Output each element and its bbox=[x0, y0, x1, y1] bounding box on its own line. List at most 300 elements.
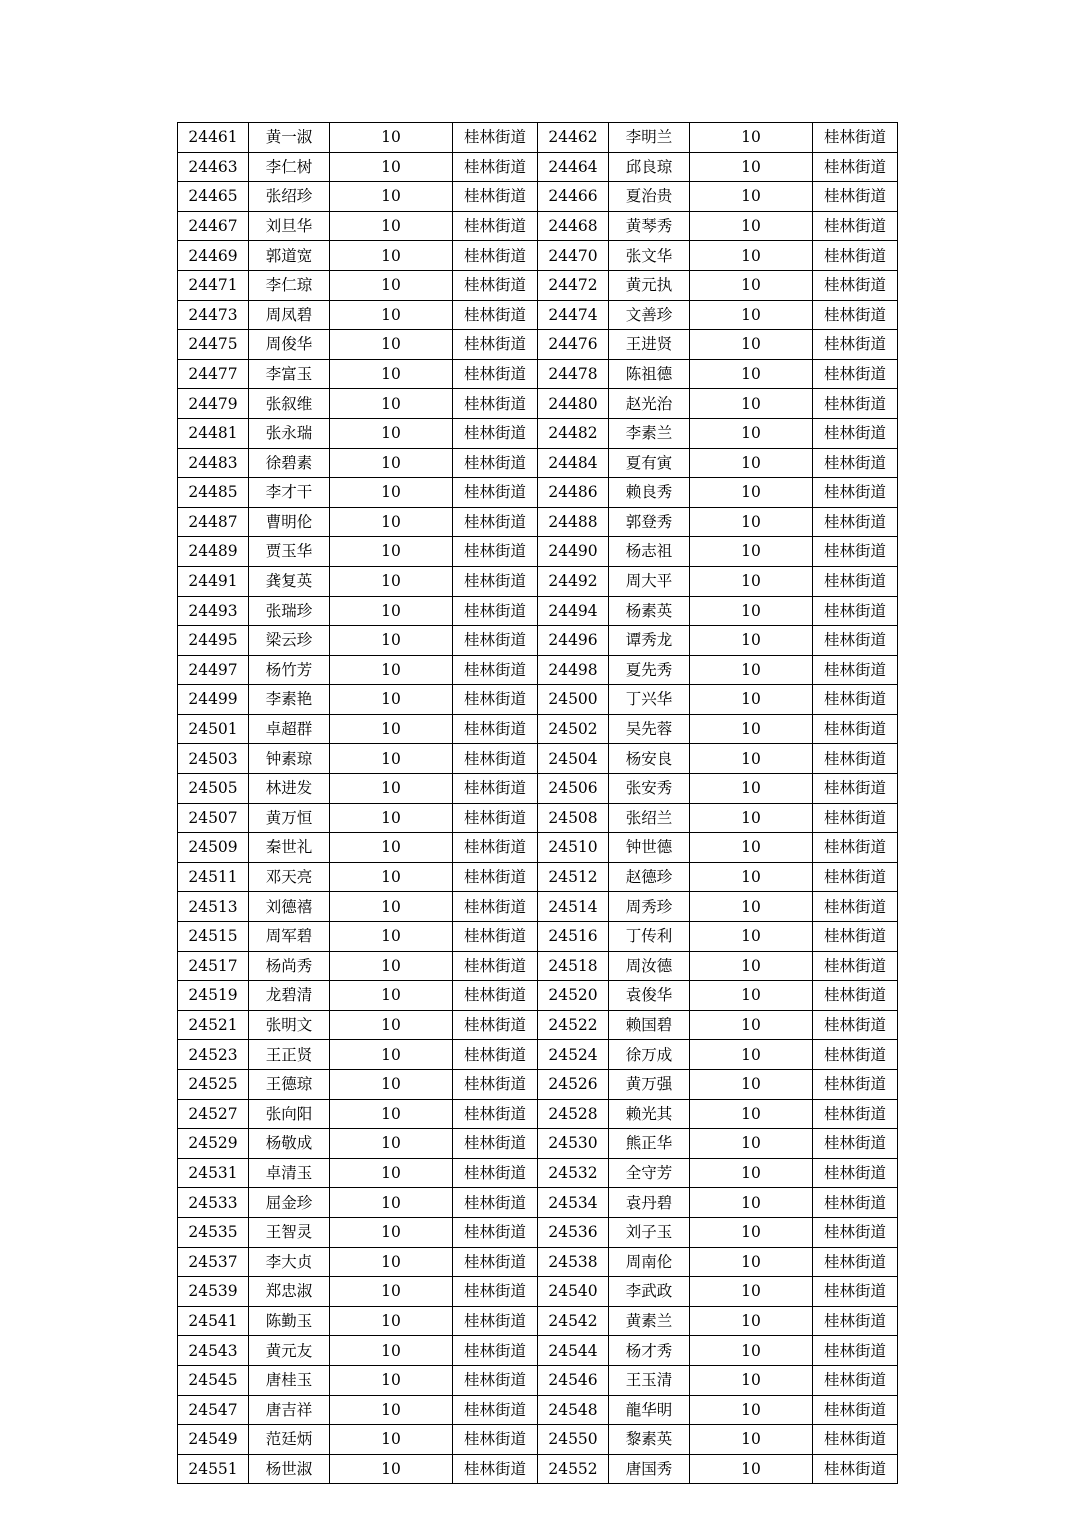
cell-amount: 10 bbox=[690, 211, 813, 241]
cell-amount: 10 bbox=[690, 922, 813, 952]
cell-id: 24464 bbox=[538, 152, 609, 182]
cell-amount: 10 bbox=[330, 359, 453, 389]
cell-name: 文善珍 bbox=[609, 300, 690, 330]
cell-id: 24466 bbox=[538, 182, 609, 212]
cell-area: 桂林街道 bbox=[813, 389, 898, 419]
cell-id: 24552 bbox=[538, 1454, 609, 1484]
cell-amount: 10 bbox=[330, 389, 453, 419]
table-row bbox=[178, 685, 898, 715]
table-row bbox=[178, 1425, 898, 1455]
table-row bbox=[178, 1336, 898, 1366]
cell-area: 桂林街道 bbox=[453, 1247, 538, 1277]
cell-area: 桂林街道 bbox=[813, 507, 898, 537]
cell-amount: 10 bbox=[690, 330, 813, 360]
cell-amount: 10 bbox=[690, 1040, 813, 1070]
cell-amount: 10 bbox=[690, 1365, 813, 1395]
cell-area: 桂林街道 bbox=[813, 774, 898, 804]
cell-area: 桂林街道 bbox=[453, 803, 538, 833]
cell-amount: 10 bbox=[330, 1306, 453, 1336]
cell-name: 贾玉华 bbox=[249, 537, 330, 567]
cell-name: 郑忠淑 bbox=[249, 1277, 330, 1307]
cell-name: 周秀珍 bbox=[609, 892, 690, 922]
cell-area: 桂林街道 bbox=[813, 211, 898, 241]
cell-name: 王德琼 bbox=[249, 1070, 330, 1100]
cell-area: 桂林街道 bbox=[813, 626, 898, 656]
cell-area: 桂林街道 bbox=[813, 1188, 898, 1218]
cell-name: 谭秀龙 bbox=[609, 626, 690, 656]
cell-id: 24470 bbox=[538, 241, 609, 271]
cell-amount: 10 bbox=[690, 300, 813, 330]
table-row bbox=[178, 1277, 898, 1307]
cell-area: 桂林街道 bbox=[453, 922, 538, 952]
cell-area: 桂林街道 bbox=[453, 1277, 538, 1307]
cell-amount: 10 bbox=[690, 1277, 813, 1307]
table-row bbox=[178, 1247, 898, 1277]
cell-amount: 10 bbox=[330, 211, 453, 241]
cell-id: 24511 bbox=[178, 862, 249, 892]
cell-area: 桂林街道 bbox=[453, 448, 538, 478]
cell-area: 桂林街道 bbox=[813, 833, 898, 863]
cell-amount: 10 bbox=[690, 1425, 813, 1455]
table-row bbox=[178, 1099, 898, 1129]
cell-area: 桂林街道 bbox=[813, 803, 898, 833]
cell-area: 桂林街道 bbox=[453, 300, 538, 330]
cell-amount: 10 bbox=[330, 744, 453, 774]
cell-name: 卓超群 bbox=[249, 714, 330, 744]
cell-area: 桂林街道 bbox=[453, 1040, 538, 1070]
table-row bbox=[178, 714, 898, 744]
cell-amount: 10 bbox=[330, 507, 453, 537]
cell-amount: 10 bbox=[330, 1365, 453, 1395]
cell-amount: 10 bbox=[690, 359, 813, 389]
cell-id: 24491 bbox=[178, 566, 249, 596]
cell-amount: 10 bbox=[330, 330, 453, 360]
cell-area: 桂林街道 bbox=[813, 1277, 898, 1307]
cell-area: 桂林街道 bbox=[453, 1454, 538, 1484]
cell-amount: 10 bbox=[690, 123, 813, 153]
cell-area: 桂林街道 bbox=[453, 1336, 538, 1366]
cell-name: 黄素兰 bbox=[609, 1306, 690, 1336]
cell-area: 桂林街道 bbox=[813, 1040, 898, 1070]
cell-name: 黄琴秀 bbox=[609, 211, 690, 241]
cell-id: 24496 bbox=[538, 626, 609, 656]
cell-id: 24529 bbox=[178, 1129, 249, 1159]
cell-name: 赖良秀 bbox=[609, 478, 690, 508]
cell-area: 桂林街道 bbox=[813, 1365, 898, 1395]
cell-name: 郭登秀 bbox=[609, 507, 690, 537]
cell-name: 龍华明 bbox=[609, 1395, 690, 1425]
cell-area: 桂林街道 bbox=[453, 152, 538, 182]
table-row bbox=[178, 596, 898, 626]
cell-name: 赖光其 bbox=[609, 1099, 690, 1129]
cell-area: 桂林街道 bbox=[453, 951, 538, 981]
cell-area: 桂林街道 bbox=[453, 389, 538, 419]
cell-id: 24485 bbox=[178, 478, 249, 508]
cell-area: 桂林街道 bbox=[813, 418, 898, 448]
cell-amount: 10 bbox=[690, 655, 813, 685]
cell-name: 张安秀 bbox=[609, 774, 690, 804]
cell-amount: 10 bbox=[690, 803, 813, 833]
cell-id: 24516 bbox=[538, 922, 609, 952]
cell-id: 24481 bbox=[178, 418, 249, 448]
cell-name: 陈勤玉 bbox=[249, 1306, 330, 1336]
cell-amount: 10 bbox=[690, 1395, 813, 1425]
cell-area: 桂林街道 bbox=[813, 330, 898, 360]
cell-area: 桂林街道 bbox=[453, 862, 538, 892]
cell-area: 桂林街道 bbox=[813, 300, 898, 330]
cell-area: 桂林街道 bbox=[453, 774, 538, 804]
cell-id: 24534 bbox=[538, 1188, 609, 1218]
cell-id: 24461 bbox=[178, 123, 249, 153]
cell-amount: 10 bbox=[690, 182, 813, 212]
cell-id: 24514 bbox=[538, 892, 609, 922]
cell-amount: 10 bbox=[330, 1336, 453, 1366]
cell-area: 桂林街道 bbox=[813, 685, 898, 715]
cell-area: 桂林街道 bbox=[453, 1365, 538, 1395]
cell-amount: 10 bbox=[690, 389, 813, 419]
cell-area: 桂林街道 bbox=[453, 182, 538, 212]
cell-id: 24535 bbox=[178, 1217, 249, 1247]
cell-area: 桂林街道 bbox=[453, 1099, 538, 1129]
cell-name: 张向阳 bbox=[249, 1099, 330, 1129]
table-row bbox=[178, 507, 898, 537]
cell-name: 刘子玉 bbox=[609, 1217, 690, 1247]
cell-amount: 10 bbox=[330, 152, 453, 182]
cell-amount: 10 bbox=[690, 951, 813, 981]
cell-area: 桂林街道 bbox=[813, 1099, 898, 1129]
cell-name: 黄万强 bbox=[609, 1070, 690, 1100]
table-row bbox=[178, 1040, 898, 1070]
cell-name: 龚复英 bbox=[249, 566, 330, 596]
cell-area: 桂林街道 bbox=[813, 1129, 898, 1159]
cell-id: 24527 bbox=[178, 1099, 249, 1129]
cell-area: 桂林街道 bbox=[813, 270, 898, 300]
table-row bbox=[178, 744, 898, 774]
cell-amount: 10 bbox=[330, 448, 453, 478]
cell-amount: 10 bbox=[690, 714, 813, 744]
cell-amount: 10 bbox=[690, 1188, 813, 1218]
cell-name: 郭道宽 bbox=[249, 241, 330, 271]
table-row bbox=[178, 1070, 898, 1100]
cell-id: 24525 bbox=[178, 1070, 249, 1100]
table-row bbox=[178, 152, 898, 182]
cell-id: 24524 bbox=[538, 1040, 609, 1070]
cell-id: 24500 bbox=[538, 685, 609, 715]
cell-area: 桂林街道 bbox=[453, 655, 538, 685]
cell-amount: 10 bbox=[330, 1277, 453, 1307]
cell-name: 李明兰 bbox=[609, 123, 690, 153]
cell-id: 24462 bbox=[538, 123, 609, 153]
cell-amount: 10 bbox=[690, 685, 813, 715]
cell-name: 王进贤 bbox=[609, 330, 690, 360]
cell-name: 李才干 bbox=[249, 478, 330, 508]
cell-area: 桂林街道 bbox=[453, 507, 538, 537]
cell-area: 桂林街道 bbox=[453, 566, 538, 596]
cell-name: 熊正华 bbox=[609, 1129, 690, 1159]
table-row bbox=[178, 1395, 898, 1425]
table-row bbox=[178, 241, 898, 271]
cell-area: 桂林街道 bbox=[453, 892, 538, 922]
table-row bbox=[178, 123, 898, 153]
cell-name: 李仁琼 bbox=[249, 270, 330, 300]
cell-name: 李富玉 bbox=[249, 359, 330, 389]
cell-area: 桂林街道 bbox=[453, 478, 538, 508]
cell-id: 24476 bbox=[538, 330, 609, 360]
cell-id: 24504 bbox=[538, 744, 609, 774]
cell-id: 24542 bbox=[538, 1306, 609, 1336]
cell-name: 周军碧 bbox=[249, 922, 330, 952]
cell-id: 24505 bbox=[178, 774, 249, 804]
cell-amount: 10 bbox=[330, 922, 453, 952]
cell-id: 24530 bbox=[538, 1129, 609, 1159]
cell-id: 24551 bbox=[178, 1454, 249, 1484]
cell-id: 24471 bbox=[178, 270, 249, 300]
cell-name: 袁俊华 bbox=[609, 981, 690, 1011]
cell-area: 桂林街道 bbox=[813, 359, 898, 389]
cell-amount: 10 bbox=[690, 1158, 813, 1188]
cell-area: 桂林街道 bbox=[453, 833, 538, 863]
cell-name: 杨竹芳 bbox=[249, 655, 330, 685]
table-row bbox=[178, 300, 898, 330]
cell-name: 屈金珍 bbox=[249, 1188, 330, 1218]
cell-id: 24520 bbox=[538, 981, 609, 1011]
cell-amount: 10 bbox=[330, 1217, 453, 1247]
cell-amount: 10 bbox=[330, 774, 453, 804]
cell-id: 24544 bbox=[538, 1336, 609, 1366]
cell-amount: 10 bbox=[330, 1395, 453, 1425]
cell-name: 曹明伦 bbox=[249, 507, 330, 537]
cell-id: 24475 bbox=[178, 330, 249, 360]
cell-area: 桂林街道 bbox=[813, 1010, 898, 1040]
cell-area: 桂林街道 bbox=[453, 537, 538, 567]
cell-id: 24503 bbox=[178, 744, 249, 774]
cell-amount: 10 bbox=[330, 714, 453, 744]
cell-amount: 10 bbox=[330, 1247, 453, 1277]
cell-area: 桂林街道 bbox=[813, 714, 898, 744]
cell-area: 桂林街道 bbox=[453, 1010, 538, 1040]
cell-name: 吴先蓉 bbox=[609, 714, 690, 744]
cell-amount: 10 bbox=[330, 241, 453, 271]
cell-name: 赵德珍 bbox=[609, 862, 690, 892]
cell-name: 王正贤 bbox=[249, 1040, 330, 1070]
cell-name: 钟素琼 bbox=[249, 744, 330, 774]
roster-table-body bbox=[178, 123, 898, 1484]
cell-name: 徐万成 bbox=[609, 1040, 690, 1070]
cell-name: 张瑞珍 bbox=[249, 596, 330, 626]
cell-name: 周凤碧 bbox=[249, 300, 330, 330]
cell-id: 24547 bbox=[178, 1395, 249, 1425]
cell-id: 24468 bbox=[538, 211, 609, 241]
table-row bbox=[178, 951, 898, 981]
cell-name: 唐国秀 bbox=[609, 1454, 690, 1484]
cell-area: 桂林街道 bbox=[813, 951, 898, 981]
table-row bbox=[178, 626, 898, 656]
table-row bbox=[178, 478, 898, 508]
table-row bbox=[178, 330, 898, 360]
cell-id: 24493 bbox=[178, 596, 249, 626]
cell-amount: 10 bbox=[690, 833, 813, 863]
cell-id: 24523 bbox=[178, 1040, 249, 1070]
cell-name: 杨安良 bbox=[609, 744, 690, 774]
cell-name: 丁兴华 bbox=[609, 685, 690, 715]
cell-area: 桂林街道 bbox=[813, 1217, 898, 1247]
cell-area: 桂林街道 bbox=[813, 1158, 898, 1188]
cell-id: 24545 bbox=[178, 1365, 249, 1395]
cell-name: 秦世礼 bbox=[249, 833, 330, 863]
cell-id: 24537 bbox=[178, 1247, 249, 1277]
cell-amount: 10 bbox=[330, 685, 453, 715]
cell-id: 24549 bbox=[178, 1425, 249, 1455]
cell-name: 王玉清 bbox=[609, 1365, 690, 1395]
cell-id: 24510 bbox=[538, 833, 609, 863]
cell-amount: 10 bbox=[330, 803, 453, 833]
cell-amount: 10 bbox=[690, 418, 813, 448]
table-row bbox=[178, 211, 898, 241]
cell-name: 梁云珍 bbox=[249, 626, 330, 656]
cell-name: 杨素英 bbox=[609, 596, 690, 626]
cell-amount: 10 bbox=[690, 1217, 813, 1247]
cell-name: 周南伦 bbox=[609, 1247, 690, 1277]
cell-amount: 10 bbox=[330, 1040, 453, 1070]
cell-area: 桂林街道 bbox=[813, 1070, 898, 1100]
cell-amount: 10 bbox=[330, 981, 453, 1011]
cell-name: 刘旦华 bbox=[249, 211, 330, 241]
cell-id: 24480 bbox=[538, 389, 609, 419]
cell-area: 桂林街道 bbox=[453, 1217, 538, 1247]
cell-area: 桂林街道 bbox=[813, 537, 898, 567]
cell-name: 夏有寅 bbox=[609, 448, 690, 478]
cell-name: 赵光治 bbox=[609, 389, 690, 419]
cell-amount: 10 bbox=[330, 1158, 453, 1188]
table-row bbox=[178, 1454, 898, 1484]
table-row bbox=[178, 1188, 898, 1218]
cell-area: 桂林街道 bbox=[813, 655, 898, 685]
cell-name: 刘德禧 bbox=[249, 892, 330, 922]
cell-amount: 10 bbox=[690, 1454, 813, 1484]
cell-name: 李仁树 bbox=[249, 152, 330, 182]
cell-name: 杨志祖 bbox=[609, 537, 690, 567]
cell-id: 24515 bbox=[178, 922, 249, 952]
cell-name: 周大平 bbox=[609, 566, 690, 596]
cell-area: 桂林街道 bbox=[813, 182, 898, 212]
cell-id: 24492 bbox=[538, 566, 609, 596]
cell-id: 24498 bbox=[538, 655, 609, 685]
cell-name: 李武政 bbox=[609, 1277, 690, 1307]
cell-id: 24539 bbox=[178, 1277, 249, 1307]
cell-name: 黄一淑 bbox=[249, 123, 330, 153]
cell-id: 24507 bbox=[178, 803, 249, 833]
cell-area: 桂林街道 bbox=[813, 478, 898, 508]
table-row bbox=[178, 182, 898, 212]
cell-area: 桂林街道 bbox=[813, 1454, 898, 1484]
cell-name: 杨世淑 bbox=[249, 1454, 330, 1484]
cell-name: 王智灵 bbox=[249, 1217, 330, 1247]
cell-area: 桂林街道 bbox=[453, 1070, 538, 1100]
cell-amount: 10 bbox=[330, 1129, 453, 1159]
table-row bbox=[178, 892, 898, 922]
cell-area: 桂林街道 bbox=[453, 981, 538, 1011]
cell-id: 24486 bbox=[538, 478, 609, 508]
cell-amount: 10 bbox=[690, 1099, 813, 1129]
cell-area: 桂林街道 bbox=[453, 1158, 538, 1188]
cell-name: 杨尚秀 bbox=[249, 951, 330, 981]
table-row bbox=[178, 922, 898, 952]
cell-id: 24495 bbox=[178, 626, 249, 656]
cell-id: 24484 bbox=[538, 448, 609, 478]
cell-id: 24473 bbox=[178, 300, 249, 330]
cell-amount: 10 bbox=[690, 1010, 813, 1040]
cell-name: 张叙维 bbox=[249, 389, 330, 419]
cell-area: 桂林街道 bbox=[813, 981, 898, 1011]
cell-amount: 10 bbox=[690, 1129, 813, 1159]
table-row bbox=[178, 1010, 898, 1040]
cell-id: 24536 bbox=[538, 1217, 609, 1247]
cell-id: 24548 bbox=[538, 1395, 609, 1425]
cell-amount: 10 bbox=[690, 507, 813, 537]
cell-id: 24513 bbox=[178, 892, 249, 922]
cell-id: 24521 bbox=[178, 1010, 249, 1040]
cell-name: 张文华 bbox=[609, 241, 690, 271]
cell-amount: 10 bbox=[330, 478, 453, 508]
cell-id: 24533 bbox=[178, 1188, 249, 1218]
cell-amount: 10 bbox=[330, 655, 453, 685]
cell-area: 桂林街道 bbox=[453, 330, 538, 360]
cell-amount: 10 bbox=[330, 596, 453, 626]
cell-id: 24477 bbox=[178, 359, 249, 389]
cell-name: 李大贞 bbox=[249, 1247, 330, 1277]
cell-name: 邱良琼 bbox=[609, 152, 690, 182]
cell-area: 桂林街道 bbox=[813, 566, 898, 596]
cell-name: 夏先秀 bbox=[609, 655, 690, 685]
cell-amount: 10 bbox=[690, 1306, 813, 1336]
cell-amount: 10 bbox=[330, 418, 453, 448]
table-row bbox=[178, 655, 898, 685]
cell-area: 桂林街道 bbox=[453, 211, 538, 241]
cell-area: 桂林街道 bbox=[813, 448, 898, 478]
cell-id: 24540 bbox=[538, 1277, 609, 1307]
cell-id: 24469 bbox=[178, 241, 249, 271]
cell-amount: 10 bbox=[690, 448, 813, 478]
cell-name: 钟世德 bbox=[609, 833, 690, 863]
table-row bbox=[178, 389, 898, 419]
table-row bbox=[178, 1365, 898, 1395]
cell-name: 黄万恒 bbox=[249, 803, 330, 833]
cell-area: 桂林街道 bbox=[813, 892, 898, 922]
cell-name: 李素艳 bbox=[249, 685, 330, 715]
cell-id: 24490 bbox=[538, 537, 609, 567]
cell-area: 桂林街道 bbox=[453, 123, 538, 153]
roster-table bbox=[177, 122, 898, 1484]
cell-area: 桂林街道 bbox=[453, 270, 538, 300]
cell-area: 桂林街道 bbox=[453, 1425, 538, 1455]
cell-id: 24546 bbox=[538, 1365, 609, 1395]
cell-id: 24538 bbox=[538, 1247, 609, 1277]
cell-id: 24474 bbox=[538, 300, 609, 330]
table-row bbox=[178, 981, 898, 1011]
cell-amount: 10 bbox=[690, 1247, 813, 1277]
cell-amount: 10 bbox=[690, 744, 813, 774]
cell-amount: 10 bbox=[330, 862, 453, 892]
cell-area: 桂林街道 bbox=[453, 685, 538, 715]
table-row bbox=[178, 418, 898, 448]
cell-amount: 10 bbox=[690, 566, 813, 596]
cell-amount: 10 bbox=[690, 478, 813, 508]
cell-id: 24501 bbox=[178, 714, 249, 744]
cell-amount: 10 bbox=[690, 1070, 813, 1100]
cell-id: 24532 bbox=[538, 1158, 609, 1188]
cell-name: 张绍珍 bbox=[249, 182, 330, 212]
table-row bbox=[178, 1217, 898, 1247]
